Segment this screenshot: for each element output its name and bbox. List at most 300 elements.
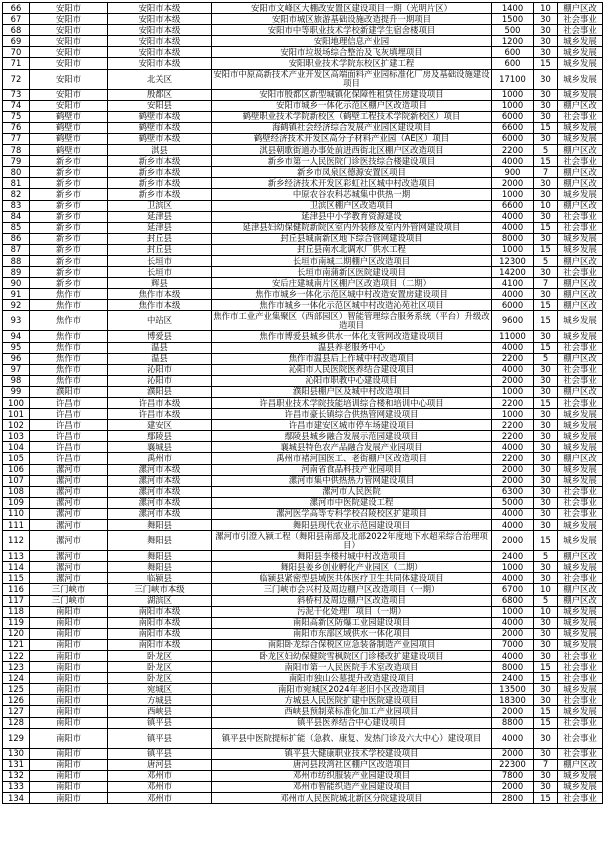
table-row (3, 442, 603, 453)
row-number: 84 (3, 211, 30, 222)
amount: 17100 (492, 69, 534, 89)
category: 城乡发展 (558, 69, 603, 89)
amount: 14200 (492, 267, 534, 278)
amount: 2200 (492, 431, 534, 442)
category: 棚户区改 (558, 200, 603, 211)
category: 社会事业 (558, 717, 603, 728)
term-years: 30 (534, 233, 558, 244)
county: 沁阳市 (108, 375, 212, 386)
county: 长垣市 (108, 267, 212, 278)
county: 宛城区 (108, 684, 212, 695)
county: 舞阳县 (108, 520, 212, 531)
category: 城乡发展 (558, 781, 603, 792)
term-years: 30 (534, 628, 558, 639)
project-name: 长垣市南蒲新区医院建设项目 (212, 267, 492, 278)
category: 棚户区改 (558, 3, 603, 14)
category: 棚户区改 (558, 100, 603, 111)
table-row (3, 684, 603, 695)
amount: 4000 (492, 650, 534, 661)
row-number: 91 (3, 289, 30, 300)
project-name: 襄城县特色农产品融合发展产业园项目 (212, 442, 492, 453)
table-row (3, 706, 603, 717)
term-years: 30 (534, 639, 558, 650)
term-years: 30 (534, 89, 558, 100)
county: 漯河市本级 (108, 508, 212, 519)
term-years: 7 (534, 759, 558, 770)
category: 社会事业 (558, 342, 603, 353)
term-years: 10 (534, 584, 558, 595)
table-row (3, 497, 603, 508)
row-number: 118 (3, 606, 30, 617)
table-row (3, 562, 603, 573)
row-number: 102 (3, 420, 30, 431)
county: 鹤壁市本级 (108, 122, 212, 133)
county: 封丘县 (108, 233, 212, 244)
county: 博爱县 (108, 331, 212, 342)
table-row (3, 531, 603, 551)
city: 新乡市 (30, 244, 108, 255)
row-number: 121 (3, 639, 30, 650)
amount: 8000 (492, 233, 534, 244)
category: 社会事业 (558, 497, 603, 508)
table-row (3, 145, 603, 156)
amount: 4000 (492, 222, 534, 233)
category: 棚户区改 (558, 386, 603, 397)
county: 安阳市本级 (108, 3, 212, 14)
county: 温县 (108, 342, 212, 353)
city: 焦作市 (30, 289, 108, 300)
term-years: 5 (534, 255, 558, 266)
project-name: 斜桥村及周边棚户区改造项目 (212, 595, 492, 606)
city: 安阳市 (30, 69, 108, 89)
category: 城乡发展 (558, 520, 603, 531)
term-years: 30 (534, 508, 558, 519)
county: 唐河县 (108, 759, 212, 770)
row-number: 113 (3, 551, 30, 562)
table-row (3, 420, 603, 431)
amount: 8800 (492, 717, 534, 728)
city: 漯河市 (30, 573, 108, 584)
table-row (3, 793, 603, 804)
amount: 4000 (492, 617, 534, 628)
term-years: 15 (534, 58, 558, 69)
table-row (3, 475, 603, 486)
amount: 12300 (492, 255, 534, 266)
amount: 600 (492, 58, 534, 69)
city: 漯河市 (30, 486, 108, 497)
city: 焦作市 (30, 375, 108, 386)
table-row (3, 58, 603, 69)
project-name: 禹州市褚河国医工、老街棚户区改造项目 (212, 453, 492, 464)
county: 三门峡市本级 (108, 584, 212, 595)
project-name: 邓州市纺织服装产业园建设项目 (212, 770, 492, 781)
county: 卧龙区 (108, 662, 212, 673)
category: 棚户区改 (558, 584, 603, 595)
row-number: 80 (3, 167, 30, 178)
county: 镇平县 (108, 717, 212, 728)
table-row (3, 573, 603, 584)
row-number: 115 (3, 573, 30, 584)
term-years: 30 (534, 420, 558, 431)
table-row (3, 662, 603, 673)
project-name: 新乡经济技术开发区彩虹社区城中村改造项目 (212, 178, 492, 189)
table-row (3, 189, 603, 200)
project-name: 中原农谷农科芯城集中供热一期 (212, 189, 492, 200)
table-row (3, 267, 603, 278)
project-name: 漯河市集中供热热力管网建设项目 (212, 475, 492, 486)
county: 南阳市本级 (108, 606, 212, 617)
county: 西峡县 (108, 706, 212, 717)
project-name: 南阳市宛城区2024年老旧小区改造项目 (212, 684, 492, 695)
category: 城乡发展 (558, 606, 603, 617)
county: 方城县 (108, 695, 212, 706)
project-name: 南阳市独山公墓提升改造建设项目 (212, 673, 492, 684)
city: 南阳市 (30, 728, 108, 748)
amount: 1000 (492, 189, 534, 200)
table-row (3, 211, 603, 222)
amount: 2000 (492, 178, 534, 189)
category: 城乡发展 (558, 233, 603, 244)
amount: 2200 (492, 145, 534, 156)
project-name: 南阳卧龙综合保税区应急装备制造产业园项目 (212, 639, 492, 650)
category: 棚户区改 (558, 255, 603, 266)
term-years: 15 (534, 300, 558, 311)
project-name: 临颍县紧密型县域医共体医疗卫生共同体建设项目 (212, 573, 492, 584)
category: 社会事业 (558, 25, 603, 36)
table-row (3, 617, 603, 628)
project-name: 焦作市博爱县城乡供水一体化支管网改造建设项目 (212, 331, 492, 342)
category: 城乡发展 (558, 464, 603, 475)
term-years: 15 (534, 311, 558, 331)
amount: 4000 (492, 364, 534, 375)
table-row (3, 628, 603, 639)
project-name: 安阳职业技术学院东校区扩建工程 (212, 58, 492, 69)
amount: 5000 (492, 497, 534, 508)
row-number: 85 (3, 222, 30, 233)
project-name: 南阳高新区防爆工业园建设项目 (212, 617, 492, 628)
category: 社会事业 (558, 728, 603, 748)
category: 社会事业 (558, 573, 603, 584)
row-number: 96 (3, 353, 30, 364)
project-name: 濮阳县棚户区及城中村改造项目 (212, 386, 492, 397)
city: 许昌市 (30, 431, 108, 442)
city: 安阳市 (30, 89, 108, 100)
row-number: 119 (3, 617, 30, 628)
city: 安阳市 (30, 36, 108, 47)
amount: 2000 (492, 475, 534, 486)
term-years: 30 (534, 464, 558, 475)
table-row (3, 300, 603, 311)
county: 湖滨区 (108, 595, 212, 606)
amount: 7800 (492, 770, 534, 781)
category: 城乡发展 (558, 133, 603, 144)
term-years: 30 (534, 267, 558, 278)
amount: 1000 (492, 386, 534, 397)
amount: 4000 (492, 728, 534, 748)
table-row (3, 606, 603, 617)
city: 安阳市 (30, 58, 108, 69)
project-name: 三门峡市会兴村及周边棚户区改造项目（一期） (212, 584, 492, 595)
amount: 6600 (492, 200, 534, 211)
row-number: 127 (3, 706, 30, 717)
amount: 1000 (492, 100, 534, 111)
county: 安阳市本级 (108, 14, 212, 25)
city: 漯河市 (30, 551, 108, 562)
city: 漯河市 (30, 508, 108, 519)
city: 焦作市 (30, 364, 108, 375)
table-row (3, 156, 603, 167)
row-number: 82 (3, 189, 30, 200)
county: 焦作市本级 (108, 300, 212, 311)
county: 鄢陵县 (108, 431, 212, 442)
city: 南阳市 (30, 639, 108, 650)
row-number: 122 (3, 650, 30, 661)
category: 城乡发展 (558, 770, 603, 781)
row-number: 81 (3, 178, 30, 189)
table-row (3, 89, 603, 100)
category: 社会事业 (558, 793, 603, 804)
table-row (3, 431, 603, 442)
term-years: 30 (534, 748, 558, 759)
amount: 4000 (492, 573, 534, 584)
project-name: 漯河市人民医院 (212, 486, 492, 497)
amount: 9600 (492, 311, 534, 331)
term-years: 15 (534, 156, 558, 167)
category: 棚户区改 (558, 353, 603, 364)
amount: 8000 (492, 662, 534, 673)
category: 社会事业 (558, 748, 603, 759)
amount: 1000 (492, 606, 534, 617)
city: 新乡市 (30, 267, 108, 278)
term-years: 30 (534, 14, 558, 25)
county: 安阳市本级 (108, 25, 212, 36)
table-row (3, 453, 603, 464)
table-row (3, 364, 603, 375)
term-years: 30 (534, 684, 558, 695)
table-row (3, 464, 603, 475)
amount: 1000 (492, 409, 534, 420)
table-row (3, 386, 603, 397)
row-number: 75 (3, 111, 30, 122)
city: 安阳市 (30, 3, 108, 14)
project-name: 漯河市引澄入颍工程（舞阳县南部及北部2022年度地下水超采综合治理项目） (212, 531, 492, 551)
project-name: 镇平县中医院提标扩能（急救、康复、发热门诊及六大中心）建设项目 (212, 728, 492, 748)
project-name: 漯河医学高等专科学校召陵校区扩建项目 (212, 508, 492, 519)
county: 许昌市本级 (108, 409, 212, 420)
county: 淇县 (108, 145, 212, 156)
row-number: 129 (3, 728, 30, 748)
term-years: 5 (534, 145, 558, 156)
city: 南阳市 (30, 617, 108, 628)
table-row (3, 167, 603, 178)
row-number: 108 (3, 486, 30, 497)
amount: 6300 (492, 486, 534, 497)
table-row (3, 409, 603, 420)
row-number: 100 (3, 398, 30, 409)
category: 城乡发展 (558, 331, 603, 342)
term-years: 15 (534, 222, 558, 233)
city: 鹤壁市 (30, 122, 108, 133)
table-row (3, 200, 603, 211)
category: 社会事业 (558, 486, 603, 497)
city: 新乡市 (30, 278, 108, 289)
city: 南阳市 (30, 662, 108, 673)
project-name: 新乡市第一人民医院门诊医技综合楼建设项目 (212, 156, 492, 167)
table-row (3, 14, 603, 25)
project-name: 漯河市中医院建设工程 (212, 497, 492, 508)
table-row (3, 639, 603, 650)
city: 三门峡市 (30, 584, 108, 595)
county: 卧龙区 (108, 650, 212, 661)
city: 许昌市 (30, 398, 108, 409)
term-years: 30 (534, 770, 558, 781)
table-row (3, 311, 603, 331)
amount: 1500 (492, 14, 534, 25)
project-name: 鄢陵县城乡融合发展示范园建设项目 (212, 431, 492, 442)
county: 中站区 (108, 311, 212, 331)
project-name: 海鹤镇社会经济综合发展产业园区建设项目 (212, 122, 492, 133)
table-row (3, 244, 603, 255)
category: 城乡发展 (558, 475, 603, 486)
county: 封丘县 (108, 244, 212, 255)
row-number: 131 (3, 759, 30, 770)
category: 城乡发展 (558, 531, 603, 551)
category: 棚户区改 (558, 278, 603, 289)
amount: 4000 (492, 508, 534, 519)
category: 社会事业 (558, 375, 603, 386)
county: 延津县 (108, 211, 212, 222)
row-number: 94 (3, 331, 30, 342)
project-name: 卧龙区妇幼保健院雪枫院区门诊楼改扩建建设项目 (212, 650, 492, 661)
table-row (3, 3, 603, 14)
county: 建安区 (108, 420, 212, 431)
county: 邓州市 (108, 793, 212, 804)
amount: 1200 (492, 36, 534, 47)
term-years: 15 (534, 673, 558, 684)
term-years: 30 (534, 111, 558, 122)
county: 南阳市本级 (108, 628, 212, 639)
city: 焦作市 (30, 353, 108, 364)
project-name: 沁阳市人民医院医养结合建设项目 (212, 364, 492, 375)
category: 社会事业 (558, 14, 603, 25)
county: 殷都区 (108, 89, 212, 100)
row-number: 110 (3, 508, 30, 519)
term-years: 15 (534, 122, 558, 133)
city: 安阳市 (30, 14, 108, 25)
row-number: 73 (3, 89, 30, 100)
county: 新乡市本级 (108, 178, 212, 189)
row-number: 117 (3, 595, 30, 606)
amount: 1000 (492, 89, 534, 100)
table-row (3, 353, 603, 364)
term-years: 30 (534, 189, 558, 200)
table-row (3, 748, 603, 759)
term-years: 30 (534, 36, 558, 47)
project-name: 焦作市温县后上作城中村改造项目 (212, 353, 492, 364)
term-years: 30 (534, 386, 558, 397)
city: 焦作市 (30, 342, 108, 353)
city: 南阳市 (30, 781, 108, 792)
row-number: 69 (3, 36, 30, 47)
category: 城乡发展 (558, 47, 603, 58)
row-number: 83 (3, 200, 30, 211)
row-number: 132 (3, 770, 30, 781)
project-name: 污泥干化处理厂项目（一期） (212, 606, 492, 617)
table-row (3, 255, 603, 266)
project-name: 唐河县段湾社区棚户区改造项目 (212, 759, 492, 770)
project-name: 封丘县城南新区地下综合管网建设项目 (212, 233, 492, 244)
county: 温县 (108, 353, 212, 364)
term-years: 5 (534, 551, 558, 562)
city: 南阳市 (30, 684, 108, 695)
table-row (3, 781, 603, 792)
term-years: 15 (534, 706, 558, 717)
city: 南阳市 (30, 759, 108, 770)
county: 鹤壁市本级 (108, 133, 212, 144)
city: 新乡市 (30, 178, 108, 189)
county: 新乡市本级 (108, 156, 212, 167)
county: 漯河市本级 (108, 475, 212, 486)
term-years: 30 (534, 133, 558, 144)
county: 鹤壁市本级 (108, 111, 212, 122)
term-years: 15 (534, 662, 558, 673)
amount: 600 (492, 47, 534, 58)
county: 邓州市 (108, 781, 212, 792)
table-row (3, 222, 603, 233)
project-name: 焦作市工业产业集聚区（西部园区）智能管理综合服务系统（平台）升级改造项目 (213, 310, 490, 330)
term-years: 15 (534, 342, 558, 353)
city: 南阳市 (30, 695, 108, 706)
term-years: 7 (534, 167, 558, 178)
city: 焦作市 (30, 300, 108, 311)
table-row (3, 695, 603, 706)
project-name: 安后庄建城南片区棚户区改造项目（二期） (212, 278, 492, 289)
city: 安阳市 (30, 100, 108, 111)
row-number: 93 (3, 311, 30, 331)
amount: 11000 (492, 331, 534, 342)
row-number: 104 (3, 442, 30, 453)
term-years: 30 (534, 520, 558, 531)
project-name: 安阳市城区旅游基础设施改造提升一期项目 (212, 14, 492, 25)
row-number: 126 (3, 695, 30, 706)
amount: 1000 (492, 562, 534, 573)
county: 安阳市本级 (108, 58, 212, 69)
category: 社会事业 (558, 398, 603, 409)
project-name: 舞阳县姜乡创业孵化产业园区（二期） (212, 562, 492, 573)
row-number: 109 (3, 497, 30, 508)
city: 新乡市 (30, 156, 108, 167)
amount: 4000 (492, 520, 534, 531)
city: 漯河市 (30, 497, 108, 508)
row-number: 130 (3, 748, 30, 759)
project-name: 封丘县南水北调水厂供水工程 (212, 244, 492, 255)
row-number: 95 (3, 342, 30, 353)
city: 漯河市 (30, 562, 108, 573)
county: 舞阳县 (108, 551, 212, 562)
table-row (3, 25, 603, 36)
project-name: 南阳市第一人民医院手术室改造项目 (212, 662, 492, 673)
category: 社会事业 (558, 111, 603, 122)
category: 社会事业 (558, 650, 603, 661)
county: 北关区 (108, 69, 212, 89)
project-name: 方城县人民医院扩建中医院建设项目 (212, 695, 492, 706)
project-name: 许昌市豪长镇综合供热管网建设项目 (212, 409, 492, 420)
row-number: 101 (3, 409, 30, 420)
row-number: 107 (3, 475, 30, 486)
city: 新乡市 (30, 233, 108, 244)
project-name: 舞阳县现代农业示范园建设项目 (212, 520, 492, 531)
table-row (3, 508, 603, 519)
